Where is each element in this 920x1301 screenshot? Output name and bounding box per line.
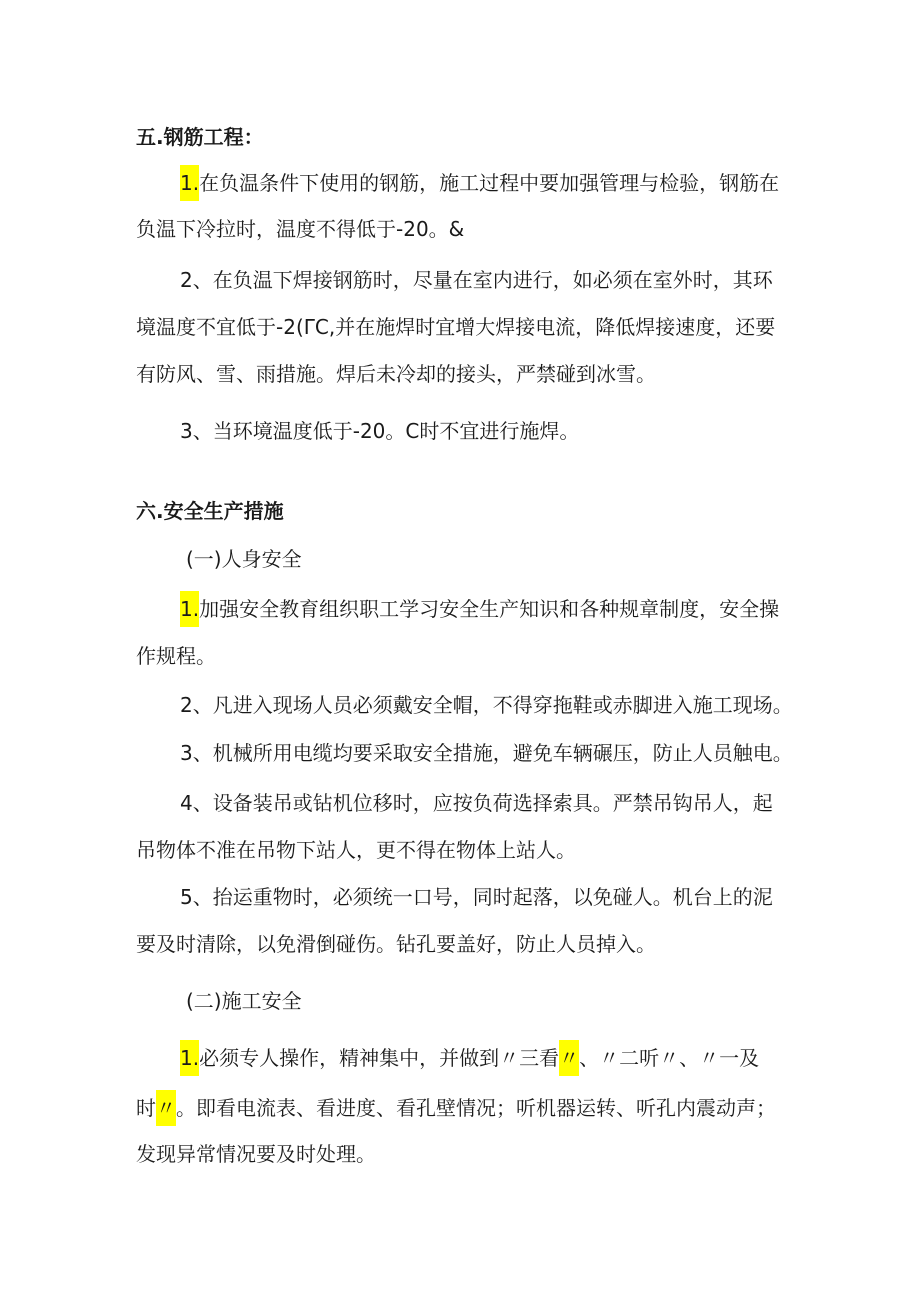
- quote-mark-highlight-glyph: 〃: [559, 1040, 579, 1076]
- subsection-1-item-1-line-1: [180, 596, 779, 622]
- subsection-1-item-5-line-1: 5、抬运重物时，必须统一口号，同时起落，以免碰人。机台上的泥: [180, 885, 773, 909]
- section-5-item-2-line-3: 有防风、雪、雨措施。焊后未冷却的接头，严禁碰到冰雪。: [136, 362, 656, 386]
- subsection-1-item-3-line-1: 3、机械所用电缆均要采取安全措施，避免车辆碾压，防止人员触电。: [180, 741, 793, 765]
- section-5-item-1-line-1: [180, 170, 779, 196]
- quote-mark-highlight: [559, 1046, 759, 1070]
- quote-mark-highlight-glyph: 〃: [156, 1090, 176, 1126]
- section-5-item-2-line-2: 境温度不宜低于-2(ΓC,并在施焊时宜增大焊接电流，降低焊接速度，还要: [136, 315, 776, 339]
- section-6-heading: 六.安全生产措施: [136, 499, 284, 523]
- item-text: 时: [136, 1096, 156, 1120]
- subsection-1-item-5-line-2: 要及时清除，以免滑倒碰伤。钻孔要盖好，防止人员掉入。: [136, 932, 656, 956]
- section-5-heading: 五.钢筋工程：: [136, 125, 264, 149]
- subsection-2-item-1-line-2: [136, 1095, 776, 1121]
- subsection-2-item-1-line-3: 发现异常情况要及时处理。: [136, 1142, 376, 1166]
- item-text: 在负温条件下使用的钢筋，施工过程中要加强管理与检验，钢筋在: [199, 171, 780, 195]
- item-text: 必须专人操作，精神集中，并做到〃三看: [199, 1046, 560, 1070]
- item-number-highlight: 1.: [180, 591, 199, 627]
- item-number-highlight: 1.: [180, 1040, 199, 1076]
- item-text-rest: 、〃二听〃、〃一及: [579, 1046, 760, 1070]
- subsection-1-item-1-line-2: 作规程。: [136, 644, 216, 668]
- item-text-rest: 。即看电流表、看进度、看孔壁情况；听机器运转、听孔内震动声；: [176, 1096, 776, 1120]
- section-5-item-1-line-2: 负温下冷拉时，温度不得低于-20。&: [136, 217, 465, 241]
- subsection-1-item-4-line-1: 4、设备装吊或钻机位移时，应按负荷选择索具。严禁吊钩吊人，起: [180, 791, 773, 815]
- subsection-1-item-4-line-2: 吊物体不准在吊物下站人，更不得在物体上站人。: [136, 838, 576, 862]
- subsection-2-item-1-line-1: [180, 1045, 759, 1071]
- subsection-2-title: (二)施工安全: [186, 989, 302, 1013]
- subsection-1-item-2-line-1: 2、凡进入现场人员必须戴安全帽，不得穿拖鞋或赤脚进入施工现场。: [180, 693, 793, 717]
- subsection-1-title: (一)人身安全: [186, 547, 302, 571]
- item-number-highlight: 1.: [180, 165, 199, 201]
- section-5-item-2-line-1: 2、在负温下焊接钢筋时，尽量在室内进行，如必须在室外时，其环: [180, 268, 773, 292]
- section-5-item-3-line-1: 3、当环境温度低于-20。C时不宜进行施焊。: [180, 419, 580, 443]
- item-text: [156, 1096, 776, 1120]
- item-text: 加强安全教育组织职工学习安全生产知识和各种规章制度，安全操: [199, 597, 780, 621]
